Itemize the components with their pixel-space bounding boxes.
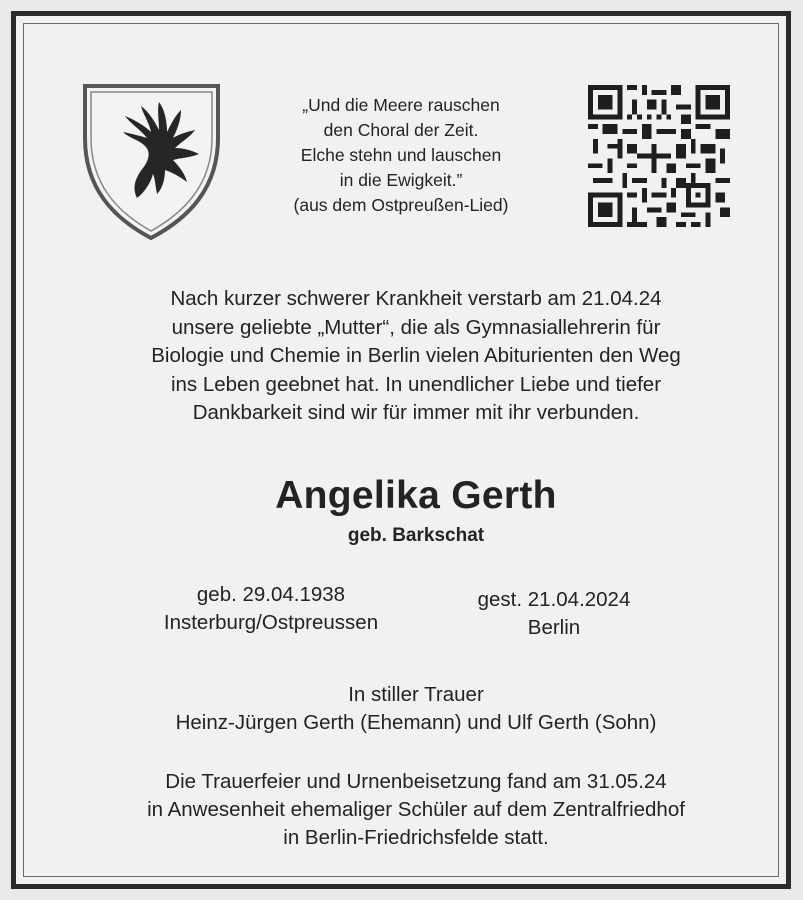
obituary-notice — [11, 11, 791, 889]
mourners: Heinz-Jürgen Gerth (Ehemann) und Ulf Gerth (Sohn) — [175, 711, 657, 734]
deceased-name: Angelika Gerth — [275, 474, 557, 517]
intro-line: Dankbarkeit sind wir für immer mit ihr verbunden. — [192, 401, 640, 424]
birth-info — [151, 581, 391, 637]
mourning-section — [56, 681, 776, 737]
maiden-name: geb. Barkschat — [347, 525, 485, 546]
quote-line: in die Ewigkeit.” — [339, 170, 463, 190]
intro-paragraph — [56, 285, 776, 428]
mourning-heading: In stiller Trauer — [348, 683, 484, 706]
birth-date: geb. 29.04.1938 — [196, 583, 346, 606]
quote-line: Elche stehn und lauschen — [300, 145, 502, 165]
quote-source: (aus dem Ostpreußen-Lied) — [293, 195, 509, 215]
quote-line: „Und die Meere rauschen — [302, 95, 500, 115]
funeral-paragraph — [56, 768, 776, 852]
intro-line: ins Leben geebnet hat. In unendlicher Liebe und tiefer — [170, 372, 662, 396]
intro-line: Biologie und Chemie in Berlin vielen Abiturienten den Weg — [151, 344, 681, 367]
funeral-line: in Anwesenheit ehemaliger Schüler auf dem Zentralfriedhof — [147, 798, 685, 821]
death-place: Berlin — [527, 616, 581, 639]
intro-line: unsere geliebte „Mutter“, die als Gymnasiallehrerin für — [171, 315, 661, 339]
qr-code-icon — [588, 85, 730, 227]
poem-quote — [256, 93, 546, 218]
elk-antler-crest-icon — [79, 78, 224, 243]
funeral-line: Die Trauerfeier und Urnenbeisetzung fand am 31.05.24 — [165, 770, 667, 793]
birth-place: Insterburg/Ostpreussen — [163, 611, 379, 634]
quote-line: den Choral der Zeit. — [323, 120, 479, 140]
funeral-line: in Berlin-Friedrichsfelde statt. — [283, 826, 549, 849]
death-info — [434, 586, 674, 642]
death-date: gest. 21.04.2024 — [477, 588, 631, 611]
intro-line: Nach kurzer schwerer Krankheit verstarb am 21.04.24 — [170, 287, 662, 310]
